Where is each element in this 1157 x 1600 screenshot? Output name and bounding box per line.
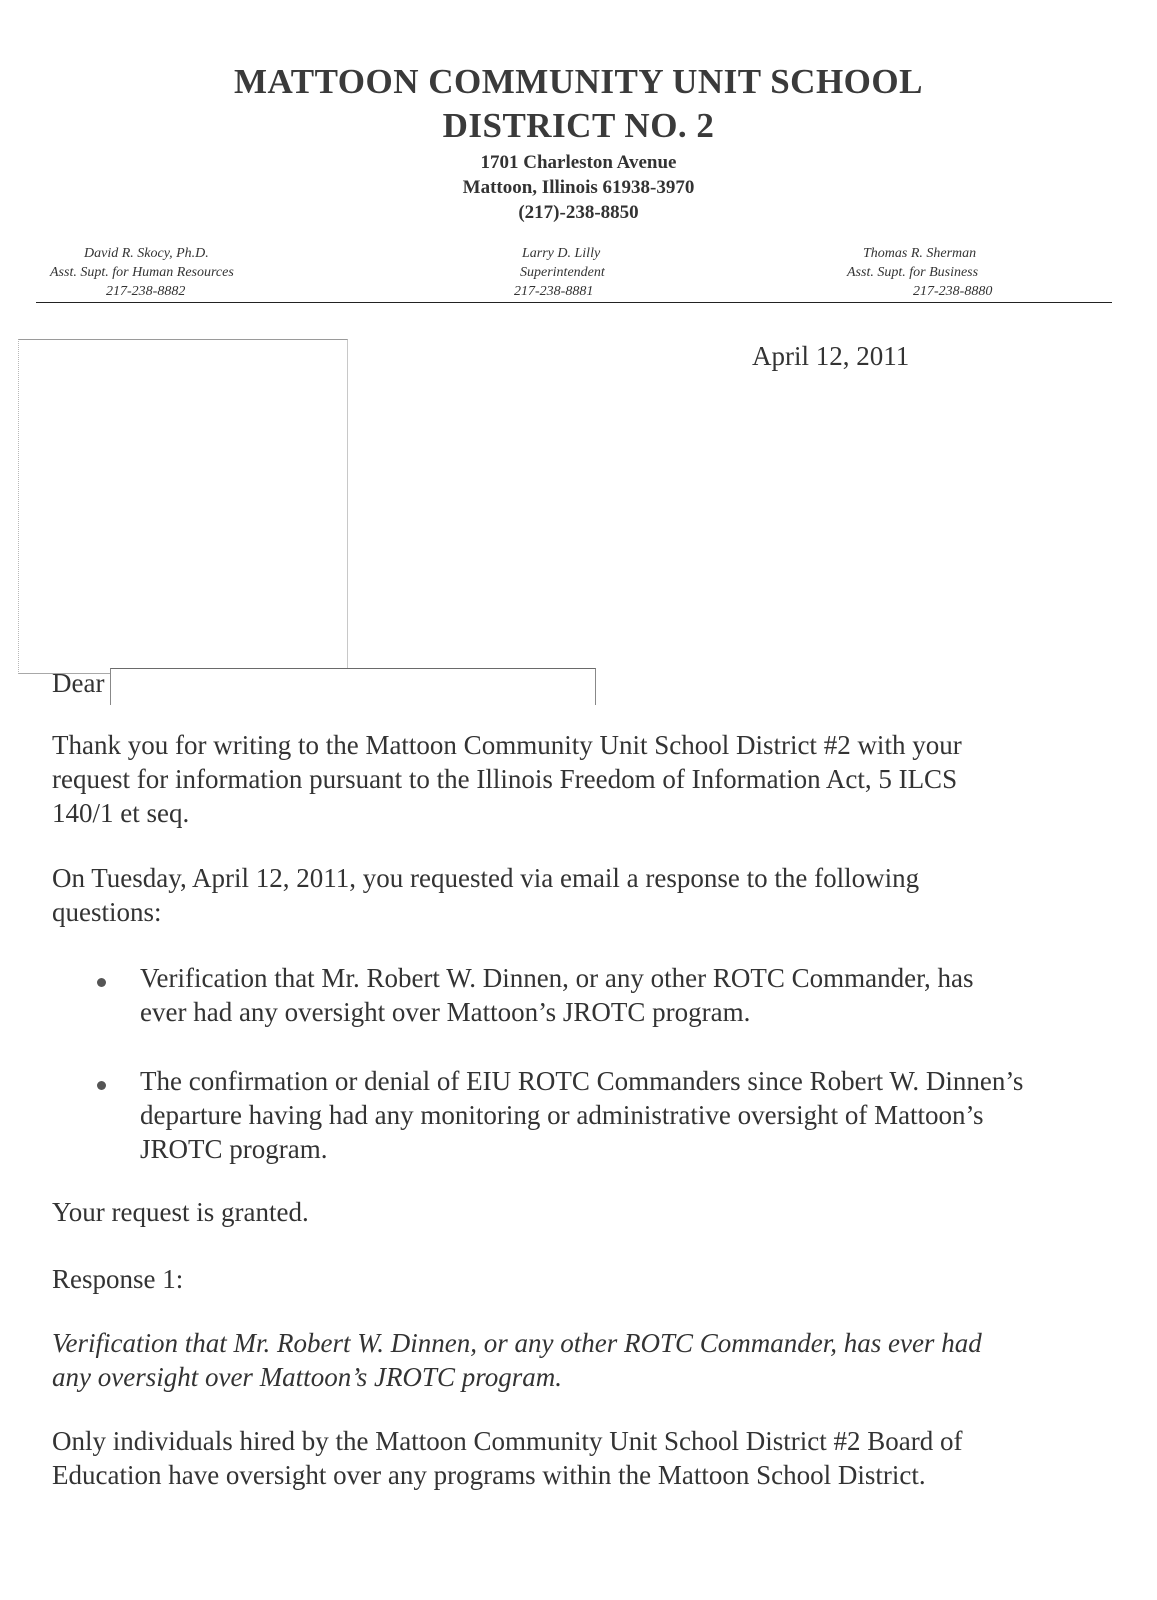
response-1-answer-line: Only individuals hired by the Mattoon Community Unit School District #2 Board of	[52, 1426, 963, 1456]
officer-center-title: Superintendent	[520, 265, 605, 280]
district-city: Mattoon, Illinois 61938-3970	[462, 177, 695, 198]
redacted-address-block	[18, 339, 348, 674]
response-1-answer	[52, 1424, 1122, 1492]
officer-right-phone: 217-238-8880	[913, 284, 993, 299]
bullet-item-line: JROTC program.	[140, 1134, 328, 1164]
request-granted: Your request is granted.	[52, 1197, 309, 1227]
district-street: 1701 Charleston Avenue	[480, 152, 677, 173]
paragraph-request	[52, 861, 1122, 929]
officer-right	[847, 244, 1047, 301]
salutation: Dear	[52, 668, 105, 698]
officer-left	[50, 244, 290, 301]
redacted-recipient-name	[110, 668, 596, 705]
response-1-answer-line: Education have oversight over any programs within the Mattoon School District.	[52, 1460, 926, 1490]
paragraph-intro-line: request for information pursuant to the Illinois Freedom of Information Act, 5 ILCS	[52, 764, 958, 794]
officer-left-phone: 217-238-8882	[106, 284, 186, 299]
response-1-question	[52, 1326, 1122, 1394]
district-title-line1: MATTOON COMMUNITY UNIT SCHOOL	[234, 62, 923, 101]
officer-center	[514, 244, 654, 301]
response-1-question-line: Verification that Mr. Robert W. Dinnen, or any other ROTC Commander, has ever had	[52, 1328, 982, 1358]
officer-left-title: Asst. Supt. for Human Resources	[50, 265, 234, 280]
paragraph-request-line: questions:	[52, 897, 162, 927]
bullet-item-line: The confirmation or denial of EIU ROTC Commanders since Robert W. Dinnen’s	[140, 1066, 1024, 1096]
paragraph-request-line: On Tuesday, April 12, 2011, you requested via email a response to the following	[52, 863, 920, 893]
officer-center-phone: 217-238-8881	[514, 284, 594, 299]
district-phone: (217)-238-8850	[518, 202, 639, 223]
officer-center-name: Larry D. Lilly	[522, 246, 601, 261]
response-1-question-line: any oversight over Mattoon’s JROTC program.	[52, 1362, 562, 1392]
officer-left-name: David R. Skocy, Ph.D.	[84, 246, 209, 261]
paragraph-intro-line: Thank you for writing to the Mattoon Community Unit School District #2 with your	[52, 730, 962, 760]
response-1-label: Response 1:	[52, 1264, 184, 1294]
officer-right-name: Thomas R. Sherman	[863, 246, 977, 261]
letterhead-rule	[36, 302, 1112, 303]
bullet-item-line: Verification that Mr. Robert W. Dinnen, or any other ROTC Commander, has	[140, 963, 974, 993]
bullet-dot	[97, 978, 106, 987]
bullet-item-2	[140, 1064, 1130, 1166]
bullet-item-1	[140, 961, 1130, 1029]
bullet-item-line: ever had any oversight over Mattoon’s JROTC program.	[140, 997, 751, 1027]
paragraph-intro-line: 140/1 et seq.	[52, 798, 190, 828]
officer-right-title: Asst. Supt. for Business	[847, 265, 979, 280]
paragraph-intro	[52, 728, 1122, 830]
bullet-item-line: departure having had any monitoring or administrative oversight of Mattoon’s	[140, 1100, 984, 1130]
district-title-line2: DISTRICT NO. 2	[442, 106, 715, 145]
letter-date: April 12, 2011	[752, 341, 910, 371]
bullet-dot	[97, 1081, 106, 1090]
